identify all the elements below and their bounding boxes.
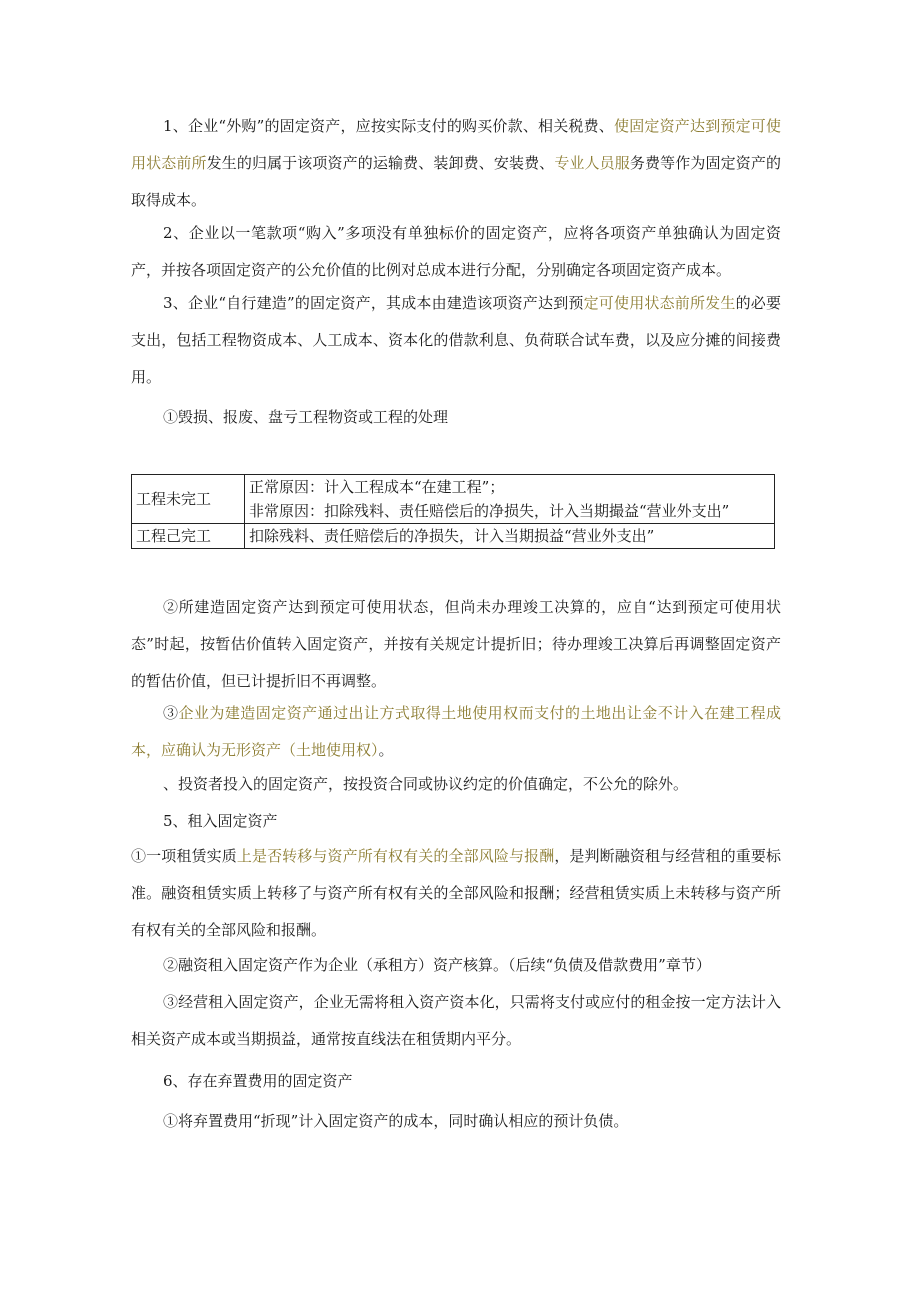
loss-handling-table — [131, 474, 775, 549]
paragraph-7: 、投资者投入的固定资产，按投资合同或协议约定的价值确定，不公允的除外。 — [163, 775, 689, 793]
p9-highlight: 上是否转移与资产所有权有关的全部风险与报酬 — [236, 847, 555, 865]
p3-text-c: 的必要支出，包括工程物资成本、人工成本、资本化的借款利息、负荷联合试车费，以及应分摊的间接费用。 — [131, 294, 781, 386]
p3-highlight: 定可使用状态前所发生 — [583, 294, 736, 312]
p1-highlight-1: 使固定资产达到预定可使用状态前所 — [131, 117, 781, 172]
p6-text-c: 。 — [378, 741, 394, 759]
paragraph-11: ③经营租入固定资产，企业无需将租入资产资本化，只需将支付或应付的租金按一定方法计入相关资产成本或当期损益，通常按直线法在租赁期内平分。 — [131, 993, 781, 1048]
table-line: 正常原因：计入工程成本“在建工程”； — [249, 478, 505, 496]
p9-text-a: ①一项租赁实质 — [131, 847, 237, 865]
p6-highlight: 企业为建造固定资产通过出让方式取得土地使用权而支付的土地出让金不计入在建工程成本，应确认为无形资产（土地使用权） — [131, 704, 781, 759]
table-cell-label: 工程未完工 — [132, 475, 245, 524]
paragraph-6 — [131, 695, 781, 769]
p6-marker: ③ — [163, 704, 179, 722]
p1-highlight-2: 专业人员服 — [554, 154, 630, 172]
paragraph-2: 2、企业以一笔款项“购入”多项没有单独标价的固定资产，应将各项资产单独确认为固定资产，并按各项固定资产的公允价值的比例对总成本进行分配，分别确定各项固定资产成本。 — [131, 224, 781, 279]
paragraph-9 — [131, 838, 781, 949]
table-line: 扣除残料、责任赔偿后的净损失，计入当期损益“营业外支出” — [249, 527, 655, 545]
p9-text-c: ，是判断融资租与经营租的重要标准。融资租赁实质上转移了与资产所有权有关的全部风险和报酬；经营租赁实质上未转移与资产所有权有关的全部风险和报酬。 — [131, 847, 781, 939]
paragraph-10: ②融资租入固定资产作为企业（承租方）资产核算。（后续“负债及借款费用”章节） — [163, 956, 711, 974]
table-row — [132, 475, 775, 524]
p1-text-e: 务费等作为固定资产的取得成本。 — [131, 154, 781, 209]
paragraph-1 — [131, 108, 781, 219]
paragraph-3 — [131, 285, 781, 396]
table-cell-content — [245, 524, 775, 549]
p3-text-a: 3、企业“自行建造”的固定资产，其成本由建造该项资产达到预 — [163, 294, 584, 312]
table-cell-label: 工程己完工 — [132, 524, 245, 549]
paragraph-4: ①毁损、报废、盘亏工程物资或工程的处理 — [163, 408, 449, 426]
paragraph-13: ①将弃置费用“折现”计入固定资产的成本，同时确认相应的预计负债。 — [163, 1112, 629, 1130]
paragraph-8: 5、租入固定资产 — [163, 812, 278, 830]
p1-text-c: 发生的归属于该项资产的运输费、装卸费、安装费、 — [206, 154, 555, 172]
paragraph-12: 6、存在弃置费用的固定资产 — [163, 1072, 353, 1090]
table-row — [132, 524, 775, 549]
paragraph-5: ②所建造固定资产达到预定可使用状态，但尚未办理竣工决算的，应自“达到预定可使用状态”时起，按暂估价值转入固定资产，并按有关规定计提折旧；待办理竣工决算后再调整固定资产的暂估价值，但已计提折旧不再调整。 — [131, 598, 781, 690]
table-line: 非常原因：扣除残料、责任赔偿后的净损失，计入当期撮益“营业外支出” — [249, 502, 730, 520]
table-cell-content — [245, 475, 775, 524]
p1-text-a: 1、企业“外购”的固定资产，应按实际支付的购买价款、相关税费、 — [163, 117, 615, 135]
